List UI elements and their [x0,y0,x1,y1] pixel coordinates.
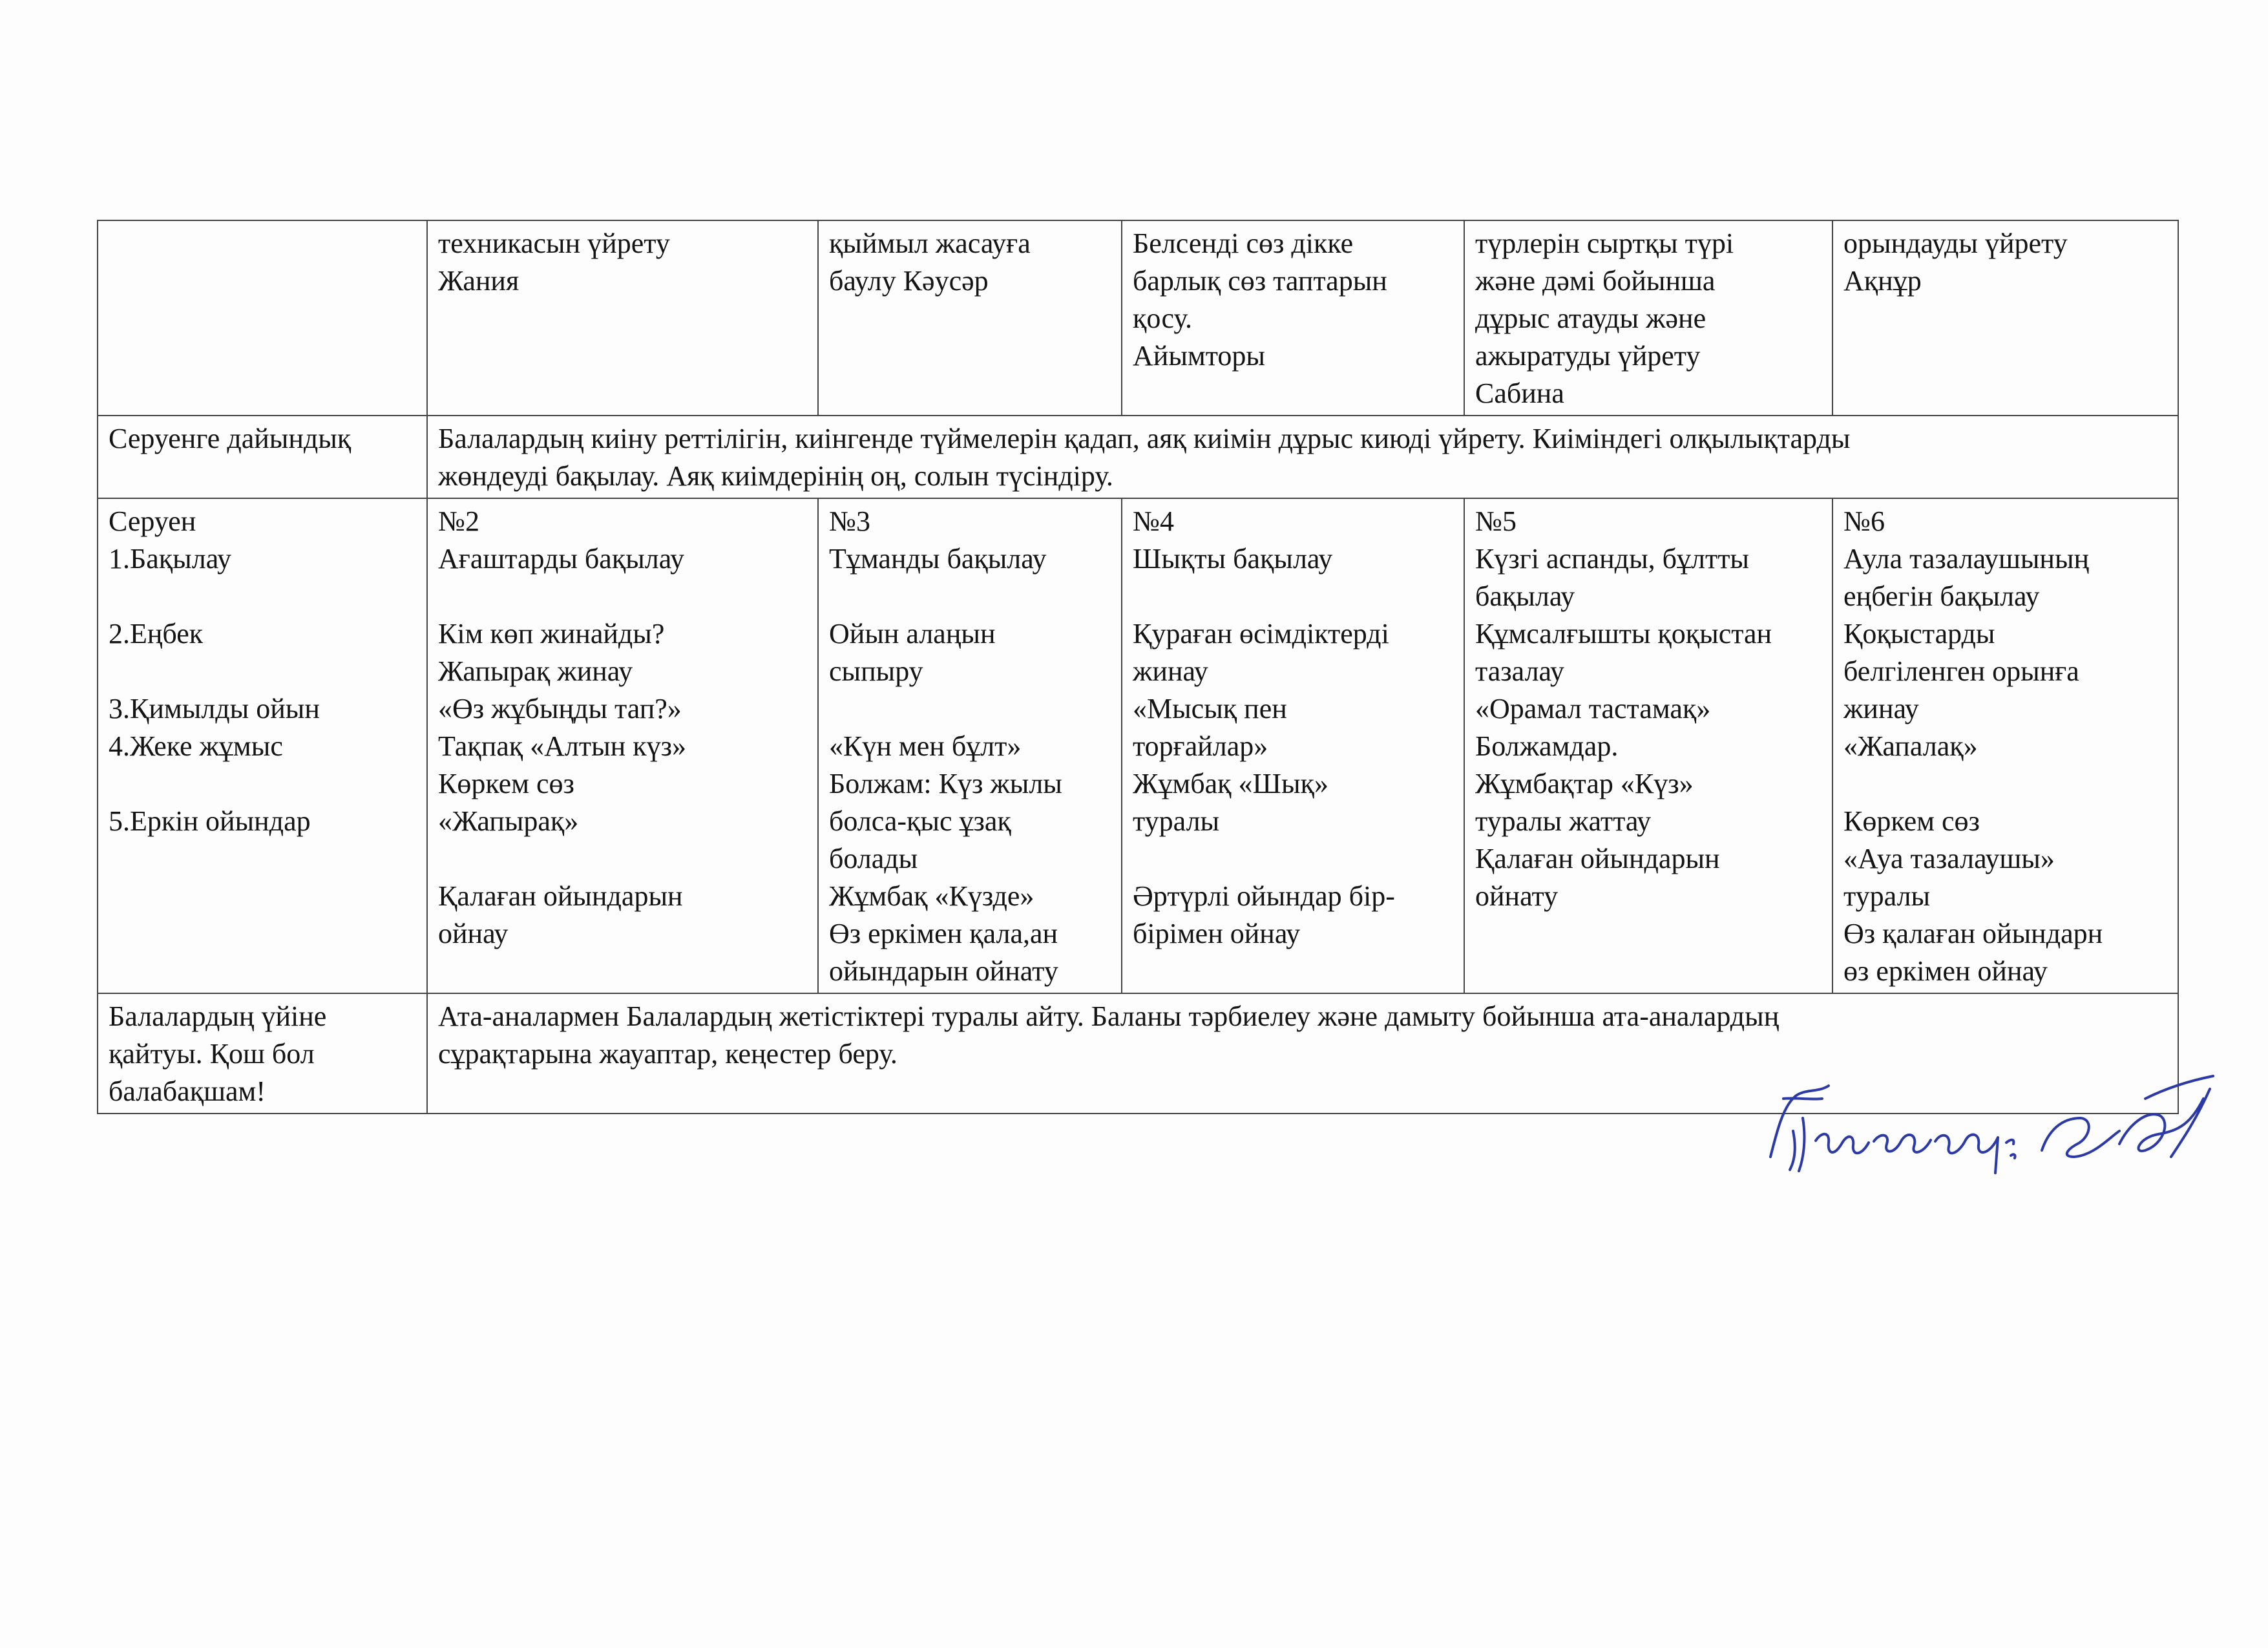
table-row-continuation [98,220,2178,416]
table-cell: қыймыл жасауға баулу Кәусәр [818,220,1122,416]
table-cell: №6 Аула тазалаушының еңбегін бақылау Қоқыстарды белгіленген орынға жинау «Жапалақ» Көркем сөз «Ауа тазалаушы» туралы Өз қалаған ойындарн өз еркімен ойнау [1832,498,2178,993]
merged-cell: Ата-аналармен Балалардың жетістіктері туралы айту. Баланы тәрбиелеу және дамыту бойынша ата-аналардың сұрақтарына жауаптар, кеңестер беру. [427,993,2178,1114]
table-cell: №5 Күзгі аспанды, бұлтты бақылау Құмсалғышты қоқыстан тазалау «Орамал тастамақ» Болжамдар. Жұмбақтар «Күз» туралы жаттау Қалаған ойындарын ойнату [1464,498,1832,993]
row-label: Серуенге дайындық [98,416,427,498]
table-cell: №4 Шықты бақылау Қураған өсімдіктерді жинау «Мысық пен торғайлар» Жұмбақ «Шық» туралы Әртүрлі ойындар бір- бірімен ойнау [1122,498,1464,993]
table-cell: түрлерін сыртқы түрі және дәмі бойынша дұрыс атауды және ажыратуды үйрету Сабина [1464,220,1832,416]
row-label-empty [98,220,427,416]
handwritten-signature [1758,1060,2223,1189]
table-cell: техникасын үйрету Жания [427,220,818,416]
table-row-preparation [98,416,2178,498]
row-label: Серуен 1.Бақылау 2.Еңбек 3.Қимылды ойын 4.Жеке жұмыс 5.Еркін ойындар [98,498,427,993]
merged-cell: Балалардың киіну реттілігін, киінгенде түймелерін қадап, аяқ киімін дұрыс киюді үйрету. Киіміндегі олқылықтарды жөндеуді бақылау. Аяқ киімдерінің оң, солын түсіндіру. [427,416,2178,498]
row-label: Балалардың үйіне қайтуы. Қош бол балабақшам! [98,993,427,1114]
table-cell: №3 Тұманды бақылау Ойын алаңын сыпыру «Күн мен бұлт» Болжам: Күз жылы болса-қыс ұзақ болады Жұмбақ «Күзде» Өз еркімен қала,ан ойындарын ойнату [818,498,1122,993]
table-row-walk [98,498,2178,993]
table-cell: №2 Ағаштарды бақылау Кім көп жинайды? Жапырақ жинау «Өз жұбыңды тап?» Тақпақ «Алтын күз» Көркем сөз «Жапырақ» Қалаған ойындарын ойнау [427,498,818,993]
daily-plan-table [97,220,2179,1114]
table-cell: орындауды үйрету Ақнұр [1832,220,2178,416]
table-cell: Белсенді сөз дікке барлық сөз таптарын қосу. Айымторы [1122,220,1464,416]
